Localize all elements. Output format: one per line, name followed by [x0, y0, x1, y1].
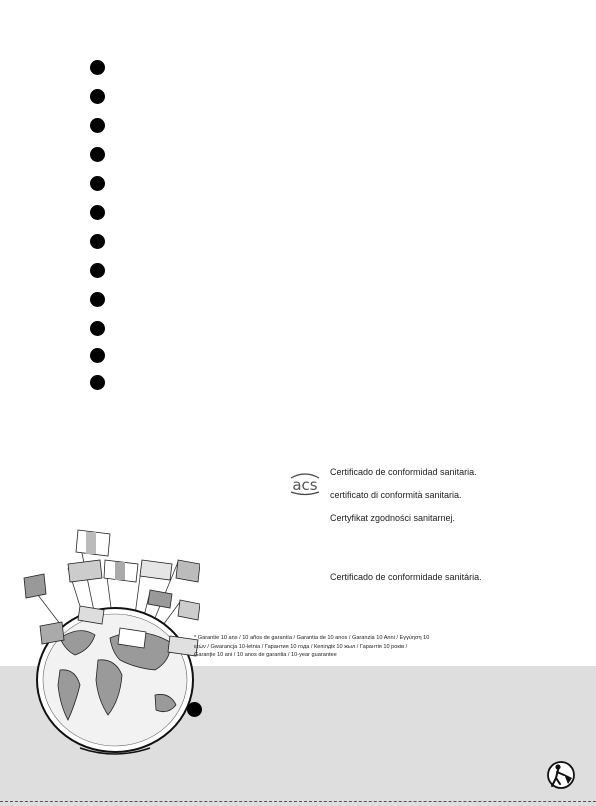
bullet-dot [90, 60, 105, 75]
bullet-dot [90, 118, 105, 133]
certificate-poland: Certyfikat zgodności sanitarnej. [330, 513, 456, 523]
recycle-person-icon [544, 760, 578, 790]
guarantee-line: ετών / Gwarancja 10-letnia / Гарантия 10 года / Кепiлдiк 10 жыл / Гарантiя 10 рокiв / [194, 643, 408, 650]
guarantee-footnote [194, 634, 494, 660]
guarantee-line: Garanție 10 ani / 10 anos de garantia / 10-year guarantee [194, 652, 337, 659]
bullet-dot [187, 702, 202, 717]
certificate-italy: certificato di conformità sanitaria. [330, 490, 462, 500]
bullet-dot [90, 375, 105, 390]
bullet-dot [90, 89, 105, 104]
bullet-dot [90, 263, 105, 278]
certificate-portugal: Certificado de conformidade sanitária. [330, 572, 482, 582]
bullet-dot [90, 147, 105, 162]
globe-flags-icon [20, 520, 200, 760]
guarantee-line: * Garantie 10 ans / 10 años de garantía / Garantia de 10 anos / Garanzia 10 Anni / Εγγύηση 10 [194, 635, 430, 641]
bullet-dot [90, 321, 105, 336]
bullet-dot [90, 292, 105, 307]
acs-logo-text: acs [292, 476, 318, 494]
acs-logo-icon [288, 470, 322, 496]
cut-line [0, 801, 596, 802]
bullet-dot [90, 205, 105, 220]
certificate-spain: Certificado de conformidad sanitaria. [330, 467, 477, 477]
bullet-dot [90, 176, 105, 191]
bullet-dot [90, 348, 105, 363]
bullet-dot [90, 234, 105, 249]
